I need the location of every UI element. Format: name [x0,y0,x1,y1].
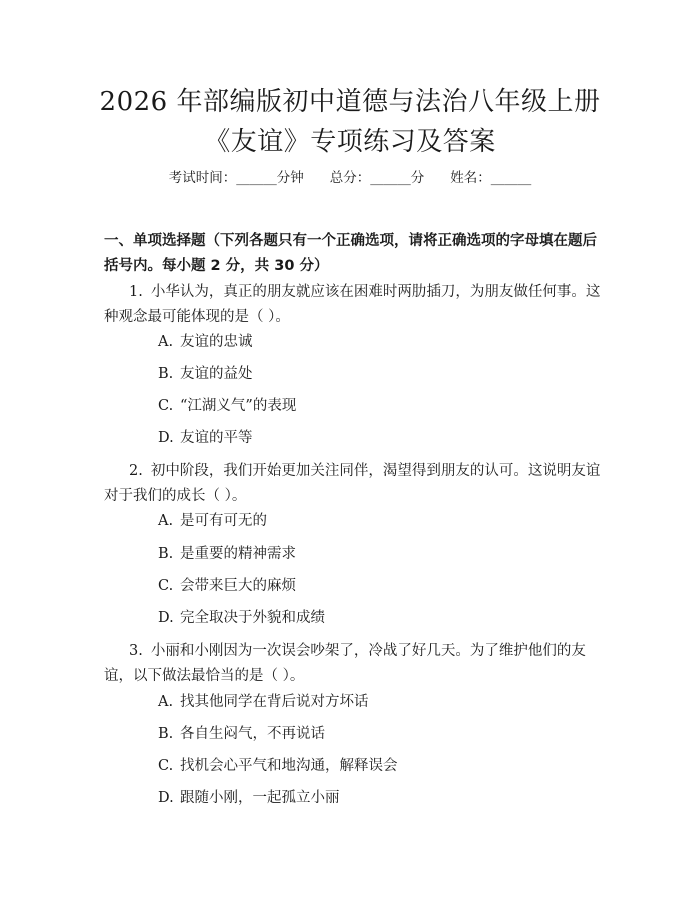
question-text: 初中阶段，我们开始更加关注同伴，渴望得到朋友的认可。这说明友谊对于我们的成长（ ）。 [104,463,601,504]
option-text: 完全取决于外貌和成绩 [180,610,325,626]
document-title-line2: 《友谊》专项练习及答案 [204,127,496,157]
option-letter: C. [158,398,174,414]
option-item [158,331,578,353]
section-heading: 一、单项选择题（下列各题只有一个正确选项，请将正确选项的字母填在题后括号内。每小题 2 分，共 30 分） [104,233,597,274]
option-item [158,787,578,809]
question-number: 2. [129,463,143,479]
document-title-line1: 2026 年部编版初中道德与法治八年级上册 [99,87,601,117]
option-item [158,575,578,597]
exam-score-field: 总分：______分 [329,170,425,186]
option-letter: A. [158,513,174,529]
option-text: 找机会心平气和地沟通，解释误会 [180,758,398,774]
option-letter: D. [158,610,174,626]
option-item [158,691,578,713]
option-text: 跟随小刚，一起孤立小丽 [180,790,340,806]
option-text: 各自生闷气，不再说话 [180,726,325,742]
option-letter: B. [158,546,174,562]
question-text: 小华认为，真正的朋友就应该在困难时两肋插刀，为朋友做任何事。这种观念最可能体现的是（ ）。 [104,284,601,325]
option-item [158,427,578,449]
question-number: 1. [129,284,143,300]
question-stem [104,639,602,689]
option-text: 是重要的精神需求 [180,546,296,562]
exam-name-field: 姓名：______ [450,170,532,186]
option-item [158,723,578,745]
option-letter: C. [158,578,174,594]
exam-time-field: 考试时间：______分钟 [168,170,304,186]
option-text: 会带来巨大的麻烦 [180,578,296,594]
option-text: 找其他同学在背后说对方坏话 [180,694,369,710]
option-item [158,755,578,777]
option-item [158,607,578,629]
option-letter: D. [158,790,174,806]
question-stem [104,280,602,330]
question-stem [104,459,602,509]
option-item [158,395,578,417]
exam-info-line [0,167,700,189]
option-item [158,510,578,532]
option-text: 友谊的益处 [180,366,253,382]
option-item [158,363,578,385]
option-letter: A. [158,334,174,350]
option-letter: B. [158,366,174,382]
option-text: 友谊的平等 [180,430,253,446]
option-letter: B. [158,726,174,742]
option-letter: C. [158,758,174,774]
option-text: “江湖义气”的表现 [180,398,297,414]
option-letter: D. [158,430,174,446]
option-item [158,543,578,565]
option-text: 友谊的忠诚 [180,334,253,350]
question-number: 3. [129,643,143,659]
option-letter: A. [158,694,174,710]
option-text: 是可有可无的 [180,513,267,529]
question-text: 小丽和小刚因为一次误会吵架了，冷战了好几天。为了维护他们的友谊，以下做法最恰当的是（ ）。 [104,643,586,684]
